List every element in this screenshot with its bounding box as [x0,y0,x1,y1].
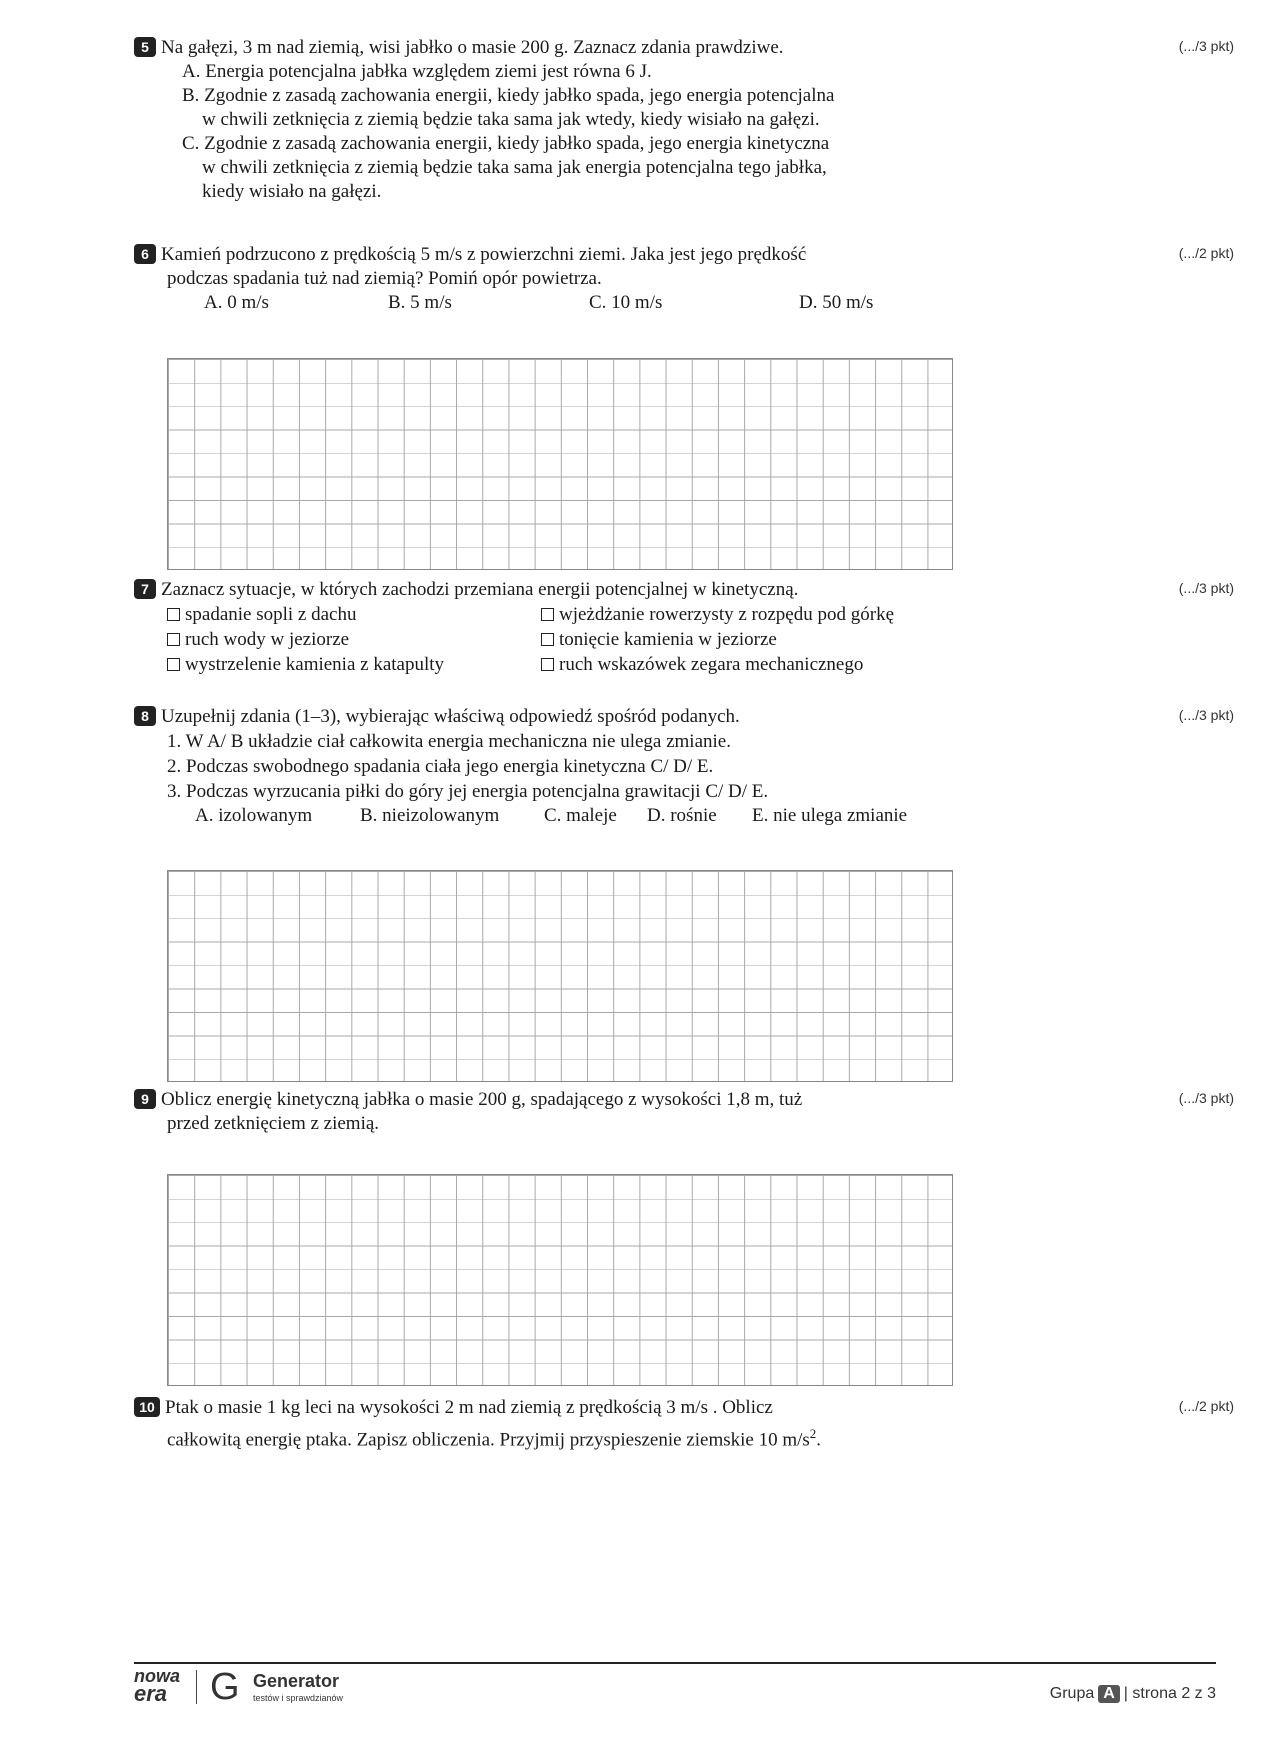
answer-grid-9[interactable] [167,1174,953,1386]
option-a[interactable]: A. 0 m/s [204,292,269,313]
option-label: ruch wody w jeziorze [185,629,350,650]
option-d[interactable]: D. 50 m/s [799,292,874,313]
question-text-line2: całkowitą energię ptaka. Zapisz obliczenia. Przyjmij przyspieszenie ziemskie 10 m/s [167,1429,810,1451]
period: . [816,1429,822,1451]
question-text: Na gałęzi, 3 m nad ziemią, wisi jabłko o masie 200 g. Zaznacz zdania prawdziwe. [161,37,784,58]
question-text-line2: podczas spadania tuż nad ziemią? Pomiń opór powietrza. [167,268,602,289]
question-text-line1: Ptak o masie 1 kg leci na wysokości 2 m nad ziemią z prędkością 3 m/s . Oblicz [165,1397,773,1418]
question-number: 6 [134,244,156,264]
option-label: tonięcie kamienia w jeziorze [559,629,777,650]
answer-a: A. Energia potencjalna jabłka względem ziemi jest równa 6 J. [182,61,652,82]
question-text-line1: Oblicz energię kinetyczną jabłka o masie 200 g, spadającego z wysokości 1,8 m, tuż [161,1089,803,1110]
question-number: 7 [134,579,156,599]
option-c[interactable]: C. maleje [544,805,617,826]
logo-text-bottom: era [134,1681,168,1706]
generator-title: Generator [253,1671,340,1691]
checkbox[interactable] [541,608,554,621]
question-number: 8 [134,706,156,726]
footer-rule [134,1662,1216,1664]
sentence-3: 3. Podczas wyrzucania piłki do góry jej energia potencjalna grawitacji C/ D/ E. [167,781,769,802]
points-label: (.../2 pkt) [1178,1398,1234,1414]
points-label: (.../2 pkt) [1178,245,1234,261]
generator-logo-icon: G [210,1666,240,1708]
question-number: 5 [134,37,156,57]
page-number: | strona 2 z 3 [1123,1685,1216,1702]
generator-subtitle: testów i sprawdzianów [253,1693,344,1703]
option-c[interactable]: C. 10 m/s [589,292,663,313]
logo-divider [196,1670,197,1704]
option-label: wystrzelenie kamienia z katapulty [185,654,445,675]
option-a[interactable]: A. izolowanym [195,805,313,826]
question-text-line1: Kamień podrzucono z prędkością 5 m/s z powierzchni ziemi. Jaka jest jego prędkość [161,244,807,265]
question-text: Uzupełnij zdania (1–3), wybierając właściwą odpowiedź spośród podanych. [161,706,740,727]
points-label: (.../3 pkt) [1178,580,1234,596]
points-label: (.../3 pkt) [1178,1090,1234,1106]
checkbox[interactable] [541,658,554,671]
answer-grid-6[interactable] [167,358,953,570]
checkbox[interactable] [167,608,180,621]
question-text: Zaznacz sytuacje, w których zachodzi przemiana energii potencjalnej w kinetyczną. [161,579,799,600]
answer-b-line2: w chwili zetknięcia z ziemią będzie taka sama jak wtedy, kiedy wisiało na gałęzi. [202,109,820,130]
group-badge: A [1098,1685,1120,1703]
nowa-era-logo [134,1668,180,1704]
checkbox[interactable] [541,633,554,646]
sentence-2: 2. Podczas swobodnego spadania ciała jego energia kinetyczna C/ D/ E. [167,756,714,777]
group-label: Grupa [1049,1685,1095,1702]
option-label: wjeżdżanie rowerzysty z rozpędu pod górkę [559,604,894,625]
option-label: ruch wskazówek zegara mechanicznego [559,654,864,675]
question-text-line2: przed zetknięciem z ziemią. [167,1113,380,1134]
question-number: 10 [134,1397,160,1417]
answer-c-line3: kiedy wisiało na gałęzi. [202,181,382,202]
option-b[interactable]: B. 5 m/s [388,292,452,313]
logo-text-top: nowa [134,1666,181,1686]
sentence-1: 1. W A/ B układzie ciał całkowita energia mechaniczna nie ulega zmianie. [167,731,731,752]
option-label: spadanie sopli z dachu [185,604,357,625]
answer-grid-8[interactable] [167,870,953,1082]
points-label: (.../3 pkt) [1178,707,1234,723]
checkbox[interactable] [167,658,180,671]
page-info [1050,1685,1216,1703]
question-number: 9 [134,1089,156,1109]
answer-b-line1: B. Zgodnie z zasadą zachowania energii, kiedy jabłko spada, jego energia potencjalna [182,85,835,106]
answer-c-line2: w chwili zetknięcia z ziemią będzie taka sama jak energia potencjalna tego jabłka, [202,157,827,178]
option-b[interactable]: B. nieizolowanym [360,805,500,826]
points-label: (.../3 pkt) [1178,38,1234,54]
exponent: 2 [809,1426,817,1441]
option-e[interactable]: E. nie ulega zmianie [752,805,908,826]
option-d[interactable]: D. rośnie [647,805,717,826]
answer-c-line1: C. Zgodnie z zasadą zachowania energii, kiedy jabłko spada, jego energia kinetyczna [182,133,830,154]
checkbox[interactable] [167,633,180,646]
